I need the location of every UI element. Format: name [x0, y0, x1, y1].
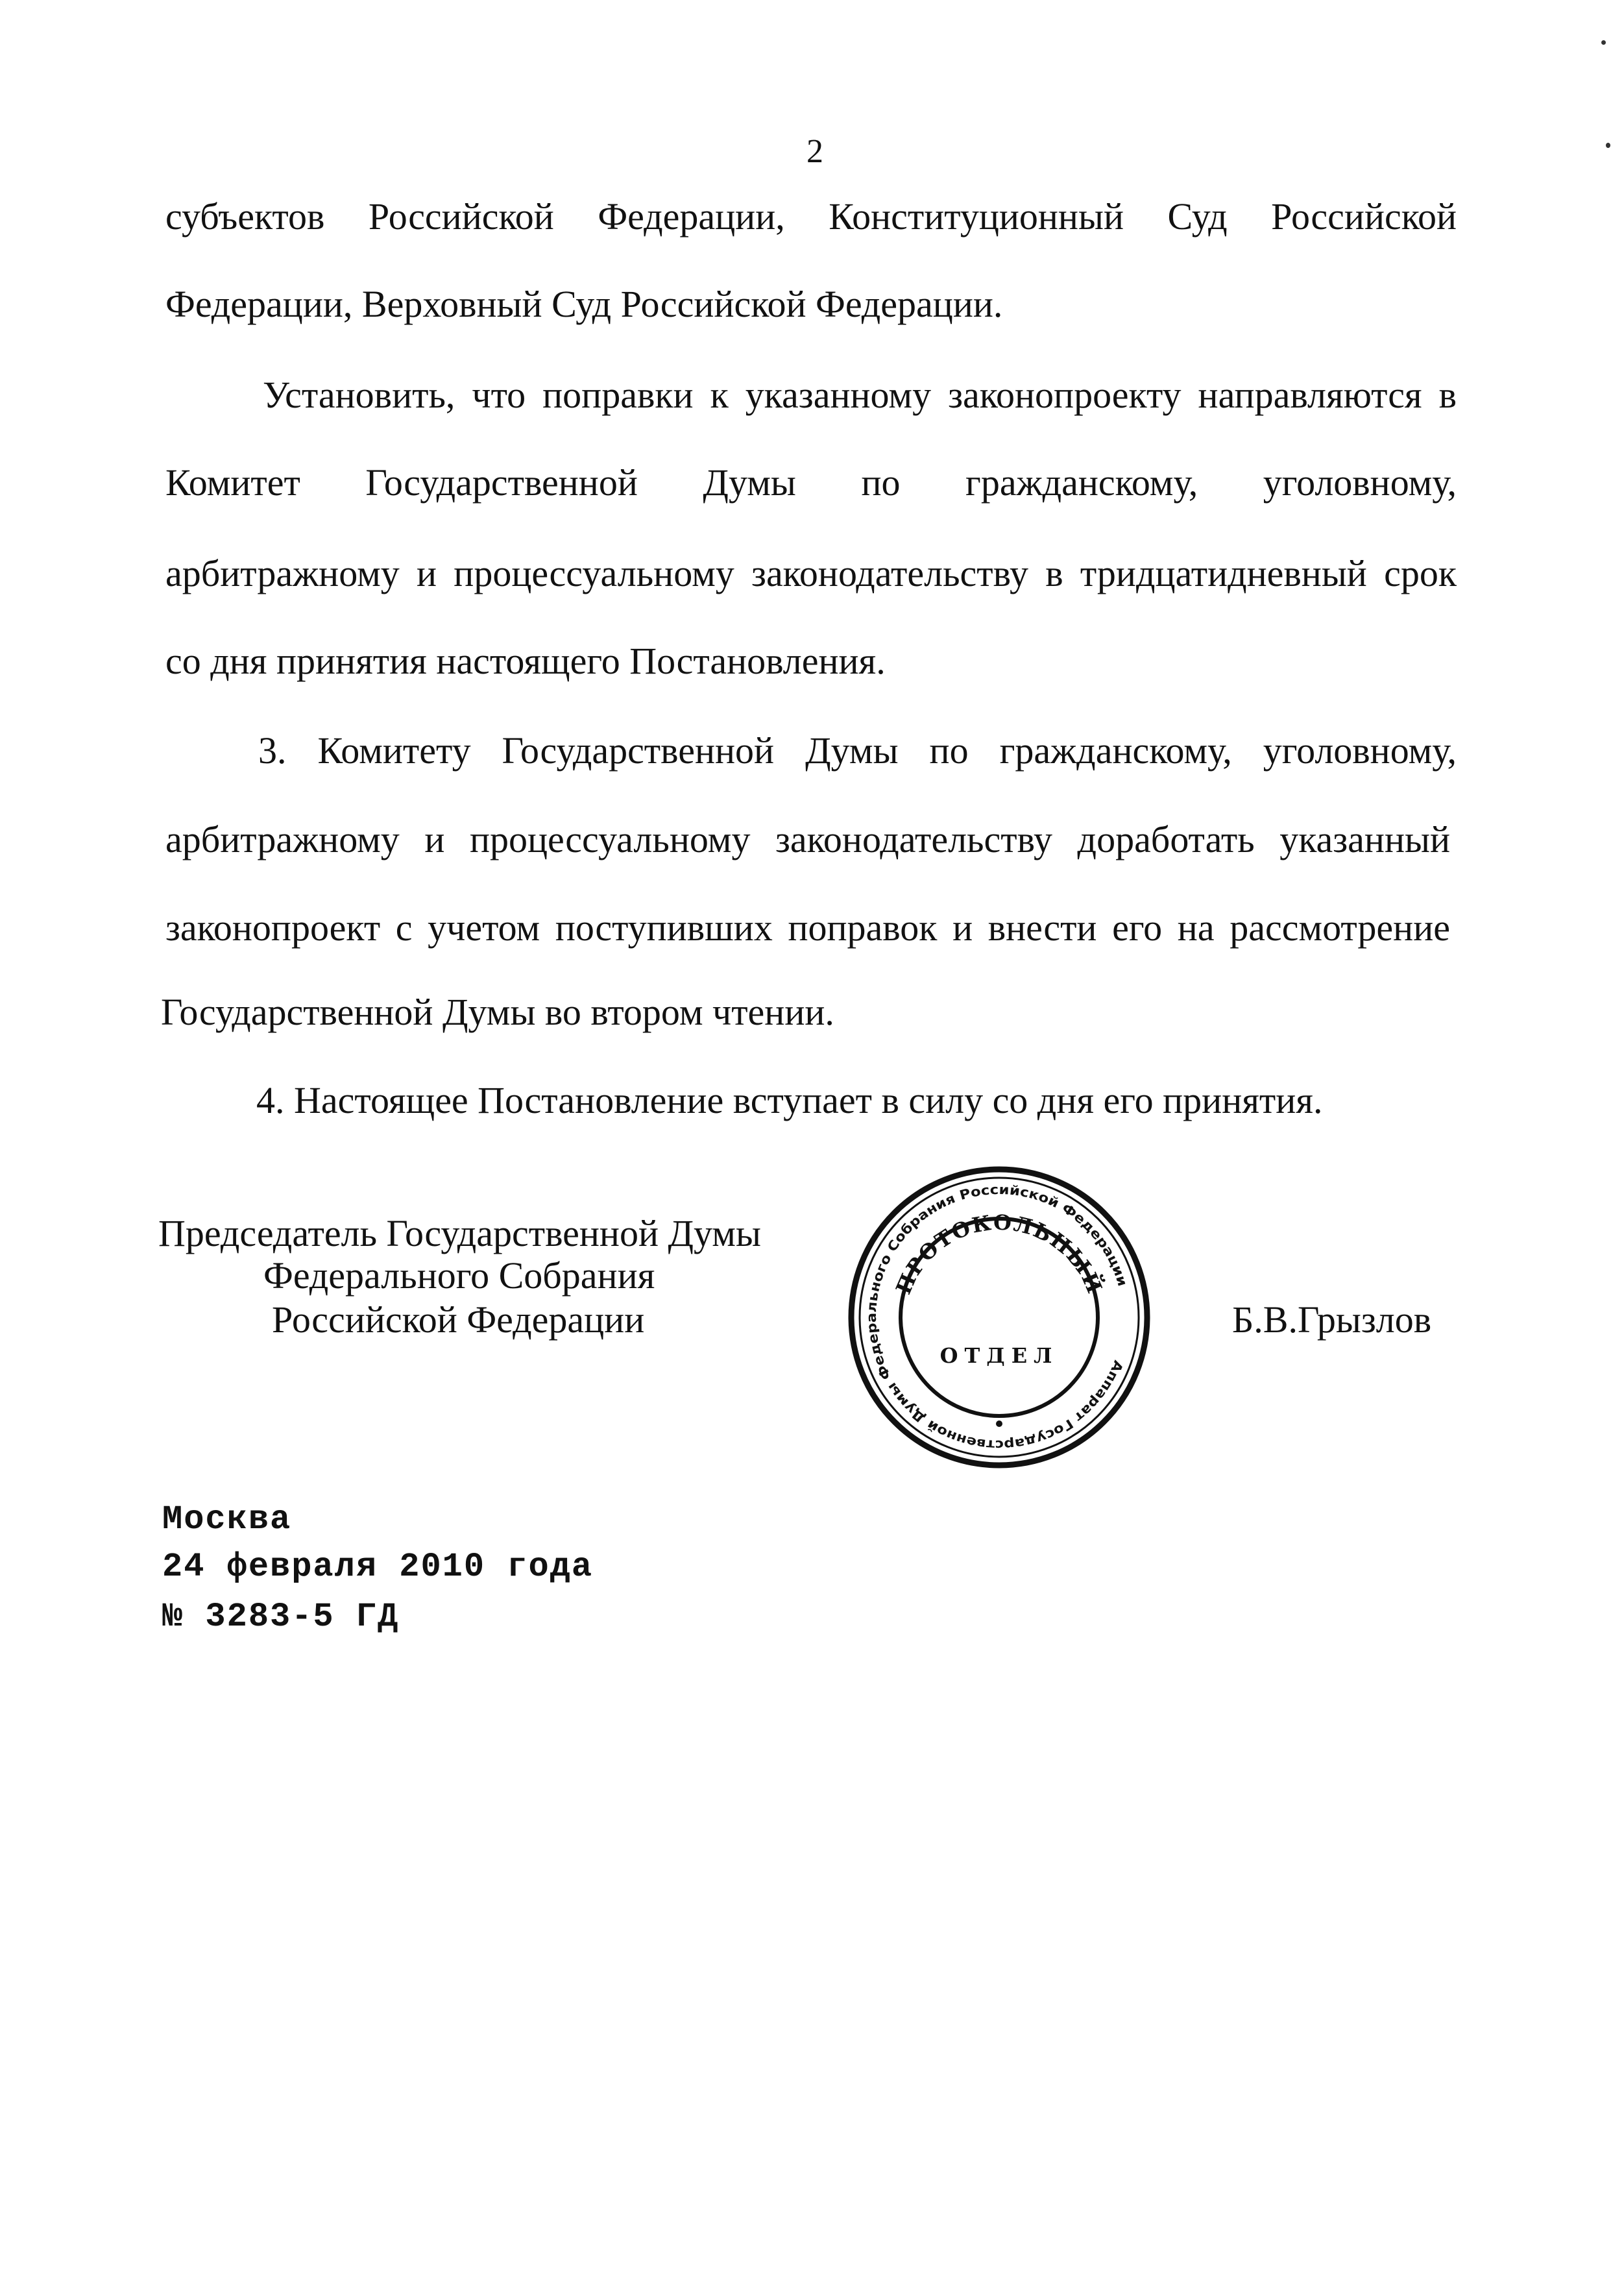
scan-speck: [1606, 143, 1610, 148]
paragraph-line: арбитражному и процессуальному законодательству доработать указанный: [165, 818, 1450, 860]
signatory-title: Федерального Собрания: [263, 1254, 655, 1297]
stamp-center-top: ПРОТОКОЛЬНЫЙ: [891, 1210, 1108, 1298]
date: 24 февраля 2010 года: [162, 1548, 594, 1586]
signatory-name: Б.В.Грызлов: [1232, 1298, 1432, 1341]
paragraph-line: со дня принятия настоящего Постановления.: [165, 640, 886, 682]
stamp-center-bottom: ОТДЕЛ: [939, 1343, 1059, 1368]
paragraph-line: субъектов Российской Федерации, Конституционный Суд Российской: [165, 195, 1457, 238]
paragraph-line: Федерации, Верховный Суд Российской Федерации.: [165, 283, 1003, 325]
official-stamp: [843, 1162, 1155, 1473]
document-number: № 3283-5 ГД: [162, 1598, 400, 1636]
paragraph-line: арбитражному и процессуальному законодательству в тридцатидневный срок: [165, 552, 1457, 594]
paragraph-line: законопроект с учетом поступивших поправок и внести его на рассмотрение: [165, 907, 1450, 949]
city: Москва: [162, 1500, 292, 1539]
scan-speck: [1601, 40, 1606, 45]
stamp-dot: [996, 1420, 1002, 1427]
page-number: 2: [806, 133, 823, 170]
signatory-title: Российской Федерации: [272, 1298, 645, 1341]
paragraph-line: Установить, что поправки к указанному законопроекту направляются в: [263, 374, 1457, 416]
signatory-title: Председатель Государственной Думы: [158, 1212, 761, 1254]
paragraph-line: 4. Настоящее Постановление вступает в силу со дня его принятия.: [256, 1079, 1323, 1121]
paragraph-line: Государственной Думы во втором чтении.: [161, 991, 834, 1033]
paragraph-line: 3. Комитету Государственной Думы по гражданскому, уголовному,: [258, 729, 1457, 772]
stamp-ring-text: Аппарат Государственной Думы Федерального Собрания Российской Федерации: [863, 1181, 1131, 1454]
paragraph-line: Комитет Государственной Думы по гражданскому, уголовному,: [165, 461, 1457, 504]
